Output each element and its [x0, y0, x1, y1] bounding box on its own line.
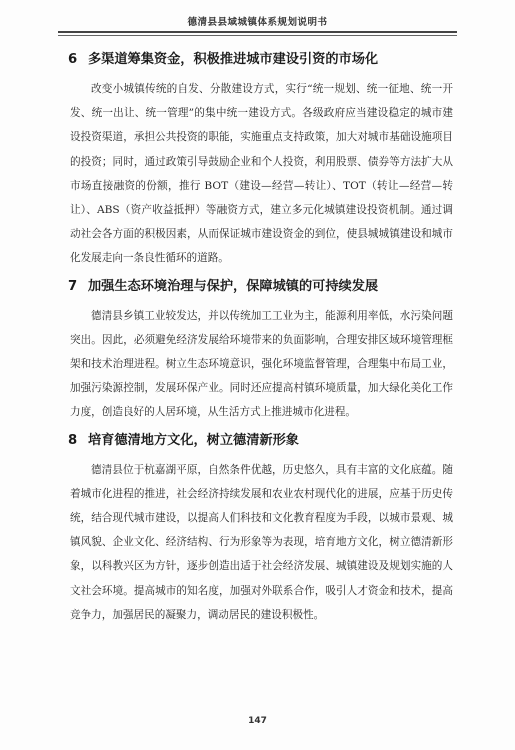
section-number: 7 [68, 278, 78, 294]
header-rule-secondary [58, 35, 457, 36]
header-rule [58, 31, 457, 33]
section-paragraph: 德清县乡镇工业较发达，并以传统加工工业为主，能源利用率低，水污染问题突出。因此，必须避免经济发展给环境带来的负面影响，合理安排区域环境管理框架和技术治理进程。树立生态环境意识，强化环境监督管理，合理集中布局工业，加强污染源控制，发展环保产业。同时还应提高村镇环境质量，加大绿化美化工作力度，创造良好的人居环境，从生活方式上推进城市化进程。 [70, 309, 453, 419]
section-heading [68, 277, 453, 297]
page-number: 147 [248, 716, 267, 726]
section-8 [68, 431, 453, 627]
section-heading [68, 50, 453, 70]
section-title: 培育德清地方文化，树立德清新形象 [88, 432, 299, 448]
section-paragraph: 德清县位于杭嘉湖平原，自然条件优越，历史悠久，具有丰富的文化底蕴。随着城市化进程的推进，社会经济持续发展和农业农村现代化的进展，应基于历史传统，结合现代城市建设，以提高人们科技和文化教育程度为手段，以城市景观、城镇风貌、企业文化、经济结构、行为形象等为表现，培育地方文化，树立德清新形象，以科教兴区为方针，逐步创造出适于社会经济发展、城镇建设及规划实施的人文社会环境。提高城市的知名度，加强对外联系合作，吸引人才资金和技术，提高竞争力，加强居民的凝聚力，调动居民的建设积极性。 [70, 463, 453, 621]
section-6 [68, 50, 453, 271]
section-heading [68, 431, 453, 451]
section-title: 加强生态环境治理与保护，保障城镇的可持续发展 [88, 278, 379, 294]
page-content [68, 50, 453, 633]
running-header: 德清县县域城镇体系规划说明书 [187, 17, 328, 28]
section-number: 8 [68, 432, 78, 448]
section-7 [68, 277, 453, 425]
section-paragraph: 改变小城镇传统的自发、分散建设方式，实行“统一规划、统一征地、统一开发、统一出让、统一管理”的集中统一建设方式。各级政府应当建设稳定的城市建设投资渠道，承担公共投资的职能，实施重点支持政策，加大对城市基础设施项目的投资；同时，通过政策引导鼓励企业和个人投资，利用股票、债券等方法扩大从市场直接融资的份额，推行 BOT（建设—经营—转让）、TOT（转让—经营—转让）、ABS（资产收益抵押）等融资方式，建立多元化城镇建设投资机制。通过调动社会各方面的积极因素，从而保证城市建设资金的到位，使县城城镇建设和城市化发展走向一条良性循环的道路。 [70, 83, 453, 265]
section-number: 6 [68, 52, 78, 67]
section-title: 多渠道筹集资金，积极推进城市建设引资的市场化 [88, 52, 379, 67]
